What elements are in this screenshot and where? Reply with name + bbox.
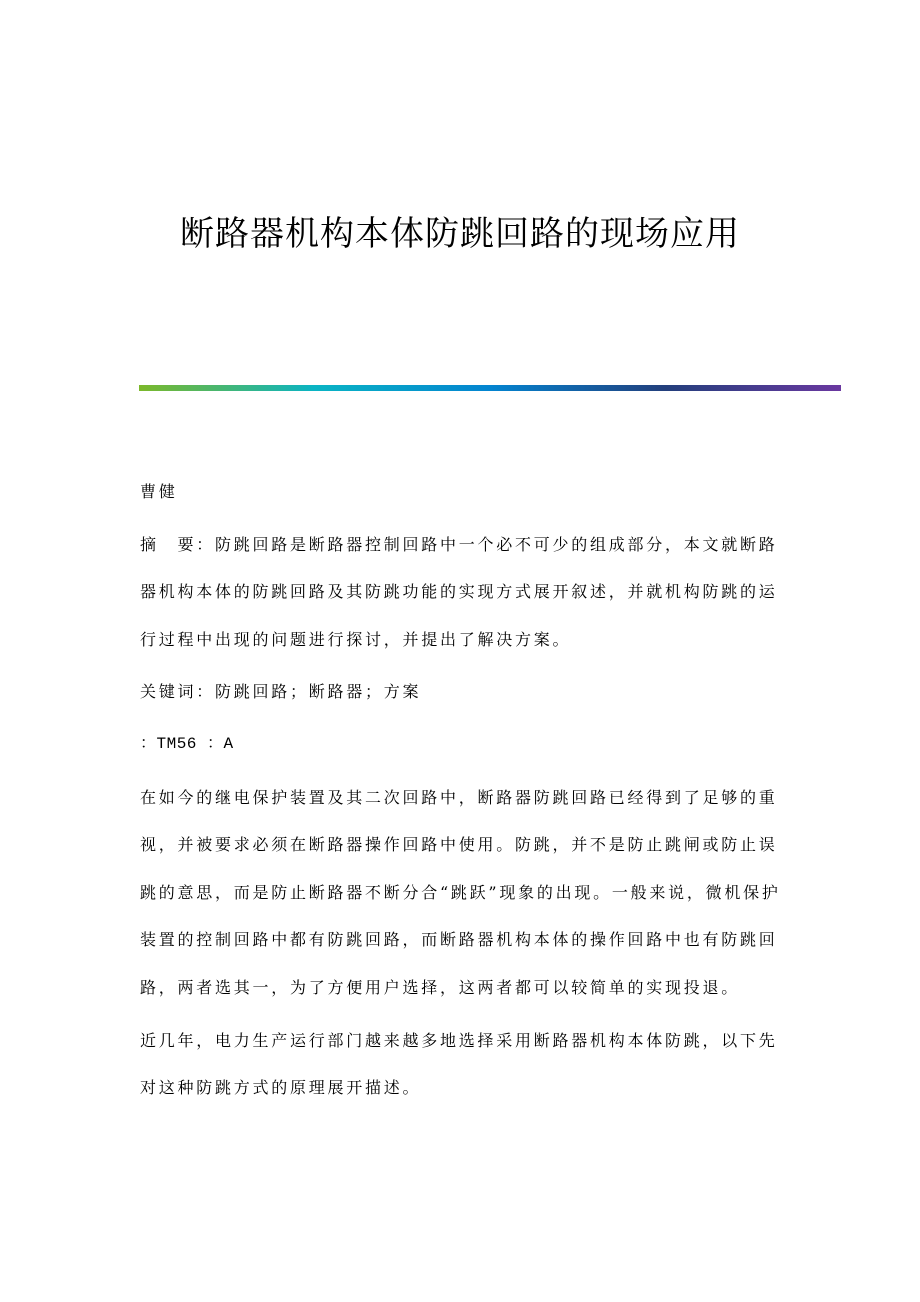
abstract-text: 防跳回路是断路器控制回路中一个必不可少的组成部分，本文就断路器机构本体的防跳回路及其防跳功能的实现方式展开叙述，并就机构防跳的运行过程中出现的问题进行探讨，并提出了解决方案。 (140, 534, 778, 649)
classification-code: ：TM56 ：A (140, 734, 234, 753)
gradient-divider (139, 385, 841, 391)
author-name: 曹健 (140, 482, 178, 501)
abstract (140, 521, 785, 664)
body-paragraph-2: 近几年，电力生产运行部门越来越多地选择采用断路器机构本体防跳，以下先对这种防跳方式的原理展开描述。 (140, 1030, 778, 1098)
abstract-label: 摘 要： (140, 534, 216, 554)
keywords (140, 668, 785, 716)
keywords-text: 防跳回路；断路器；方案 (215, 682, 422, 702)
document-title: 断路器机构本体防跳回路的现场应用 (180, 214, 740, 254)
keywords-label: 关键词： (140, 682, 216, 702)
document-body (140, 468, 785, 1117)
body-paragraph-1: 在如今的继电保护装置及其二次回路中，断路器防跳回路已经得到了足够的重视，并被要求必须在断路器操作回路中使用。防跳，并不是防止跳闸或防止误跳的意思，而是防止断路器不断分合“跳跃”现象的出现。一般来说，微机保护装置的控制回路中都有防跳回路，而断路器机构本体的操作回路中也有防跳回路，两者选其一，为了方便用户选择，这两者都可以较简单的实现投退。 (140, 787, 781, 997)
